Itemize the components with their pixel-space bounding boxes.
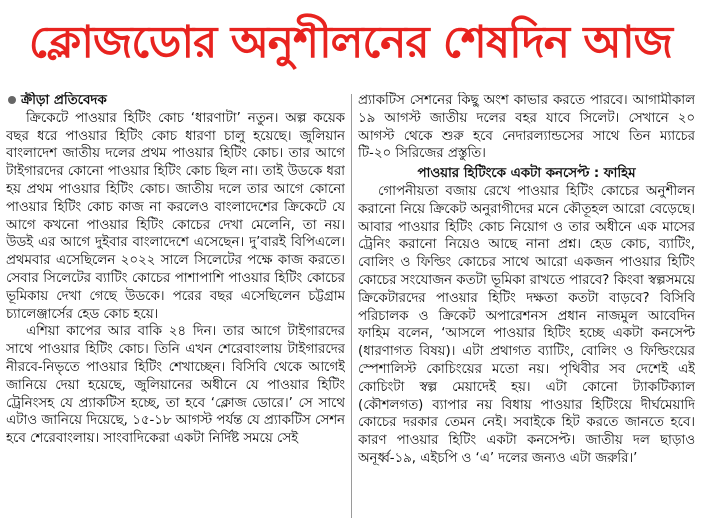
byline-text: ক্রীড়া প্রতিবেদক [21, 93, 107, 108]
body-paragraph: এশিয়া কাপের আর বাকি ২৪ দিন। তার আগে টাইগারদের সাথে পাওয়ার হিটিং কোচ। তিনি এখন শেরেবাংলায় টাইগারদের নীরবে-নিভৃতে পাওয়ার হিটিং শেখাচ্ছেন। বিসিবি থেকে আগেই জানিয়ে দেয়া হয়েছে, জুলিয়ানের অধীনে যে পাওয়ার হিটিং ট্রেনিংসহ যে প্র্যাকটিস হচ্ছে, তা হবে ‘ক্লোজ ডোরে।’ সে সাথে এটাও জানিয়ে দিয়েছে, ১৫-১৮ আগস্ট পর্যন্ত যে প্র্যাকটিস সেশন হবে শেরেবাংলায়। সাংবাদিকেরা একটা নির্দিষ্ট সময়ে সেই [6, 324, 345, 447]
byline [6, 92, 345, 110]
right-column [358, 92, 695, 522]
column-divider [351, 94, 352, 518]
headline: ক্লোজডোর অনুশীলনের শেষদিন আজ [28, 17, 673, 68]
subheading: পাওয়ার হিটিংকে একটা কনসেপ্ট : ফাহিম [417, 166, 636, 182]
bullet-icon [8, 96, 16, 104]
body-paragraph: ক্রিকেটে পাওয়ার হিটিং কোচ ‘ধারণাটা’ নতুন। অল্প কয়েক বছর ধরে পাওয়ার হিটিং কোচ ধারণা চালু হয়েছে। জুলিয়ান বাংলাদেশ জাতীয় দলের প্রথম পাওয়ার হিটিং কোচ। তার আগে টাইগারদের কোনো পাওয়ার হিটিং কোচ ছিল না। তাই উডকে ধরা হয় প্রথম পাওয়ার হিটিং কোচ। জাতীয় দলে তার আগে কোনো পাওয়ার হিটিং কোচ কাজ না করলেও বাংলাদেশের ক্রিকেটে যে আগে কখনো পাওয়ার হিটিং কোচের দেখা মেলেনি, তা নয়। উডই এর আগে দুইবার বাংলাদেশে এসেছেন। দু’বারই বিপিএলে। প্রথমবার এসেছিলেন ২০২২ সালে সিলেটের পক্ষে কাজ করতে। সেবার সিলেটের ব্যাটিং কোচের পাশাপাশি পাওয়ার হিটিং কোচের ভূমিকায় দেখা গেছে উডকে। পরের বছর এসেছিলেন চট্টগ্রাম চ্যালেঞ্জার্সের হেড কোচ হয়ে। [6, 110, 345, 322]
left-column [6, 92, 345, 522]
body-paragraph: প্র্যাকটিস সেশনের কিছু অংশ কাভার করতে পারবে। আগামীকাল ১৯ আগস্ট জাতীয় দলের বহর যাবে সিলেট। সেখানে ২০ আগস্ট থেকে শুরু হবে নেদারল্যান্ডসের সাথে তিন ম্যাচের টি-২০ সিরিজের প্রস্তুতি। [358, 93, 695, 162]
body-paragraph: গোপনীয়তা বজায় রেখে পাওয়ার হিটিং কোচের অনুশীলন করানো নিয়ে ক্রিকেট অনুরাগীদের মনে কৌতূহল আরো বেড়েছে। আবার পাওয়ার হিটিং কোচ নিয়োগ ও তার অধীনে এক মাসের ট্রেনিং করানো নিয়েও আছে নানা প্রশ্ন। হেড কোচ, ব্যাটিং, বোলিং ও ফিল্ডিং কোচের সাথে আরো একজন পাওয়ার হিটিং কোচের সংযোজন কতটা ভূমিকা রাখতে পারবে? কিংবা স্বল্পসময়ে ক্রিকেটারদের পাওয়ার হিটিং দক্ষতা কতটা বাড়বে? বিসিবি পরিচালক ও ক্রিকেট অপারেশনস প্রধান নাজমুল আবেদিন ফাহিম বলেন, ‘আসলে পাওয়ার হিটিং হচ্ছে একটা কনসেপ্ট (ধারণাগত বিষয়)। এটা প্রথাগত ব্যাটিং, বোলিং ও ফিল্ডিংয়ের স্পেশালিস্ট কোচিংয়ের মতো নয়। পৃথিবীর সব দেশেই এই কোচিংটা স্বল্প মেয়াদেই হয়। এটা কোনো ট্যাকটিক্যাল (কৌশলগত) ব্যাপার নয় বিধায় পাওয়ার হিটিংয়ে দীর্ঘমেয়াদি কোচের দরকার তেমন নেই। সবাইকে হিট করতে জানতে হবে। কারণ পাওয়ার হিটিং একটা কনসেপ্ট। জাতীয় দল ছাড়াও অনূর্ধ্ব-১৯, এইচপি ও ‘এ’ দলের জন্যও এটা জরুরি।’ [358, 183, 695, 466]
